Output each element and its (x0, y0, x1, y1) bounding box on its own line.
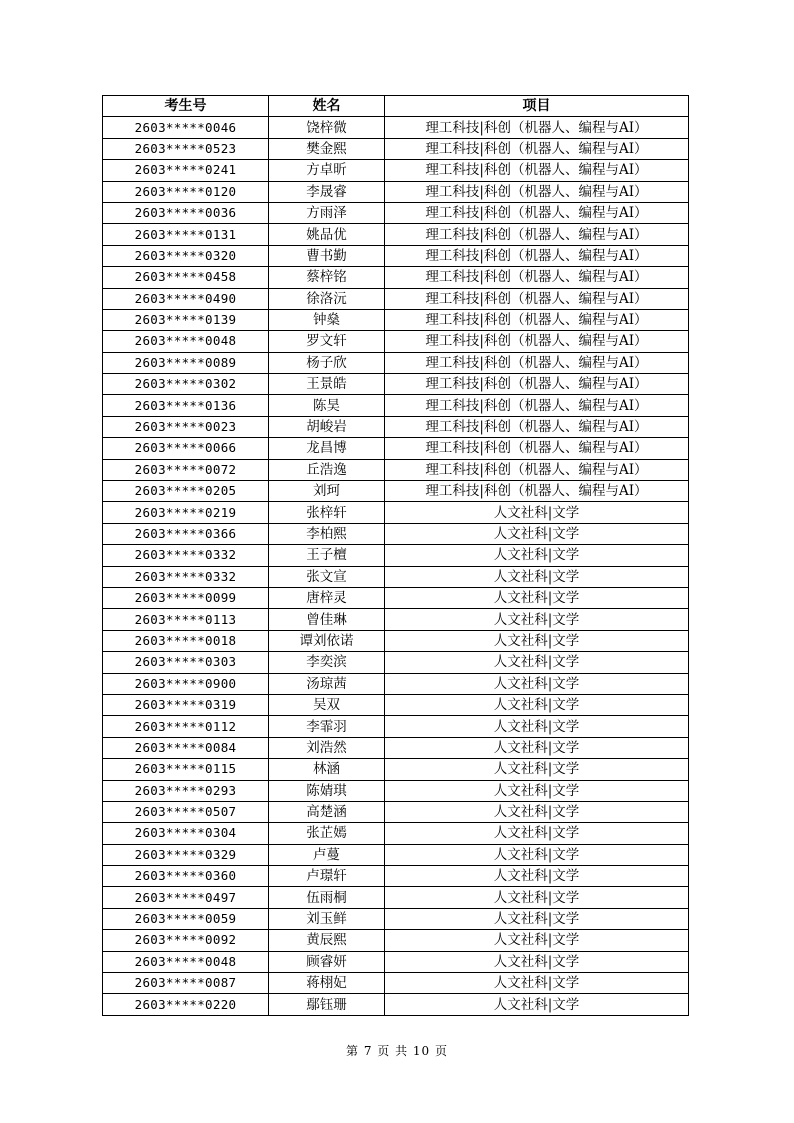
table-row (103, 160, 689, 181)
cell-name: 吴双 (269, 694, 385, 715)
cell-exam-id: 2603*****0072 (103, 459, 269, 480)
cell-project: 人文社科|文学 (385, 994, 689, 1015)
cell-exam-id: 2603*****0115 (103, 759, 269, 780)
cell-project: 人文社科|文学 (385, 973, 689, 994)
cell-project: 理工科技|科创（机器人、编程与AI） (385, 117, 689, 138)
cell-name: 蔡梓铭 (269, 267, 385, 288)
cell-name: 刘浩然 (269, 737, 385, 758)
cell-project: 人文社科|文学 (385, 694, 689, 715)
cell-exam-id: 2603*****0303 (103, 652, 269, 673)
cell-name: 刘玉鲜 (269, 908, 385, 929)
table-row (103, 973, 689, 994)
cell-exam-id: 2603*****0018 (103, 630, 269, 651)
table-row (103, 780, 689, 801)
cell-exam-id: 2603*****0084 (103, 737, 269, 758)
cell-project: 理工科技|科创（机器人、编程与AI） (385, 395, 689, 416)
table-row (103, 716, 689, 737)
cell-project: 理工科技|科创（机器人、编程与AI） (385, 245, 689, 266)
cell-exam-id: 2603*****0092 (103, 930, 269, 951)
cell-name: 丘浩逸 (269, 459, 385, 480)
cell-exam-id: 2603*****0497 (103, 887, 269, 908)
cell-exam-id: 2603*****0319 (103, 694, 269, 715)
cell-exam-id: 2603*****0131 (103, 224, 269, 245)
cell-project: 人文社科|文学 (385, 502, 689, 523)
header-project: 项目 (385, 96, 689, 117)
cell-exam-id: 2603*****0241 (103, 160, 269, 181)
cell-exam-id: 2603*****0360 (103, 866, 269, 887)
cell-project: 理工科技|科创（机器人、编程与AI） (385, 288, 689, 309)
cell-exam-id: 2603*****0048 (103, 951, 269, 972)
cell-name: 林涵 (269, 759, 385, 780)
cell-project: 人文社科|文学 (385, 930, 689, 951)
table-row (103, 823, 689, 844)
cell-project: 理工科技|科创（机器人、编程与AI） (385, 416, 689, 437)
cell-exam-id: 2603*****0087 (103, 973, 269, 994)
cell-exam-id: 2603*****0302 (103, 374, 269, 395)
cell-exam-id: 2603*****0458 (103, 267, 269, 288)
cell-name: 饶梓微 (269, 117, 385, 138)
table-row (103, 117, 689, 138)
table-row (103, 288, 689, 309)
table-row (103, 202, 689, 223)
cell-exam-id: 2603*****0219 (103, 502, 269, 523)
cell-name: 刘珂 (269, 481, 385, 502)
cell-project: 人文社科|文学 (385, 673, 689, 694)
cell-name: 曹书勤 (269, 245, 385, 266)
cell-name: 龙昌博 (269, 438, 385, 459)
header-name: 姓名 (269, 96, 385, 117)
cell-name: 姚品优 (269, 224, 385, 245)
table-row (103, 994, 689, 1015)
table-row (103, 759, 689, 780)
table-row (103, 630, 689, 651)
table-row (103, 673, 689, 694)
cell-name: 陈婧琪 (269, 780, 385, 801)
cell-exam-id: 2603*****0332 (103, 545, 269, 566)
cell-project: 人文社科|文学 (385, 545, 689, 566)
cell-name: 高楚涵 (269, 801, 385, 822)
cell-exam-id: 2603*****0059 (103, 908, 269, 929)
table-row (103, 652, 689, 673)
cell-project: 理工科技|科创（机器人、编程与AI） (385, 202, 689, 223)
cell-name: 杨子欣 (269, 352, 385, 373)
cell-exam-id: 2603*****0089 (103, 352, 269, 373)
table-row (103, 694, 689, 715)
cell-project: 人文社科|文学 (385, 866, 689, 887)
cell-project: 理工科技|科创（机器人、编程与AI） (385, 267, 689, 288)
table-row (103, 374, 689, 395)
cell-name: 胡峻岩 (269, 416, 385, 437)
cell-project: 人文社科|文学 (385, 908, 689, 929)
cell-exam-id: 2603*****0046 (103, 117, 269, 138)
cell-exam-id: 2603*****0900 (103, 673, 269, 694)
table-row (103, 844, 689, 865)
cell-name: 卢蔓 (269, 844, 385, 865)
cell-name: 罗文轩 (269, 331, 385, 352)
cell-project: 人文社科|文学 (385, 587, 689, 608)
table-row (103, 523, 689, 544)
cell-project: 理工科技|科创（机器人、编程与AI） (385, 331, 689, 352)
cell-project: 理工科技|科创（机器人、编程与AI） (385, 224, 689, 245)
table-row (103, 502, 689, 523)
cell-name: 李晟睿 (269, 181, 385, 202)
table-row (103, 352, 689, 373)
cell-name: 钟燊 (269, 309, 385, 330)
table-row (103, 481, 689, 502)
table-row (103, 395, 689, 416)
table-row (103, 224, 689, 245)
cell-project: 人文社科|文学 (385, 823, 689, 844)
cell-project: 人文社科|文学 (385, 887, 689, 908)
cell-name: 曾佳琳 (269, 609, 385, 630)
cell-project: 理工科技|科创（机器人、编程与AI） (385, 352, 689, 373)
cell-project: 理工科技|科创（机器人、编程与AI） (385, 481, 689, 502)
table-row (103, 459, 689, 480)
cell-name: 蒋栩妃 (269, 973, 385, 994)
cell-exam-id: 2603*****0113 (103, 609, 269, 630)
table-row (103, 908, 689, 929)
cell-exam-id: 2603*****0023 (103, 416, 269, 437)
cell-exam-id: 2603*****0136 (103, 395, 269, 416)
table-row (103, 309, 689, 330)
cell-name: 方雨泽 (269, 202, 385, 223)
cell-exam-id: 2603*****0139 (103, 309, 269, 330)
cell-exam-id: 2603*****0120 (103, 181, 269, 202)
table-row (103, 930, 689, 951)
cell-name: 樊金熙 (269, 138, 385, 159)
cell-name: 陈昊 (269, 395, 385, 416)
table-row (103, 138, 689, 159)
cell-name: 张梓轩 (269, 502, 385, 523)
table-row (103, 267, 689, 288)
cell-name: 李霏羽 (269, 716, 385, 737)
cell-name: 徐洛沅 (269, 288, 385, 309)
cell-project: 理工科技|科创（机器人、编程与AI） (385, 438, 689, 459)
cell-project: 人文社科|文学 (385, 759, 689, 780)
cell-exam-id: 2603*****0112 (103, 716, 269, 737)
page-number: 第 7 页 共 10 页 (346, 1044, 448, 1058)
cell-name: 伍雨桐 (269, 887, 385, 908)
cell-exam-id: 2603*****0036 (103, 202, 269, 223)
cell-name: 李奕滨 (269, 652, 385, 673)
cell-project: 理工科技|科创（机器人、编程与AI） (385, 181, 689, 202)
header-exam-id: 考生号 (103, 96, 269, 117)
cell-name: 黄辰熙 (269, 930, 385, 951)
table-row (103, 866, 689, 887)
cell-project: 理工科技|科创（机器人、编程与AI） (385, 459, 689, 480)
table-row (103, 801, 689, 822)
cell-exam-id: 2603*****0507 (103, 801, 269, 822)
cell-name: 张芷嫣 (269, 823, 385, 844)
cell-name: 鄢钰珊 (269, 994, 385, 1015)
table-header-row (103, 96, 689, 117)
cell-name: 顾睿妍 (269, 951, 385, 972)
cell-name: 张文宣 (269, 566, 385, 587)
cell-name: 汤琼茜 (269, 673, 385, 694)
cell-project: 理工科技|科创（机器人、编程与AI） (385, 138, 689, 159)
cell-name: 王子檀 (269, 545, 385, 566)
cell-project: 人文社科|文学 (385, 566, 689, 587)
table-row (103, 587, 689, 608)
cell-project: 人文社科|文学 (385, 780, 689, 801)
table-row (103, 181, 689, 202)
table-row (103, 737, 689, 758)
cell-exam-id: 2603*****0099 (103, 587, 269, 608)
cell-project: 人文社科|文学 (385, 523, 689, 544)
cell-exam-id: 2603*****0366 (103, 523, 269, 544)
cell-exam-id: 2603*****0490 (103, 288, 269, 309)
table-row (103, 245, 689, 266)
cell-exam-id: 2603*****0329 (103, 844, 269, 865)
cell-name: 王景皓 (269, 374, 385, 395)
cell-project: 人文社科|文学 (385, 801, 689, 822)
cell-exam-id: 2603*****0523 (103, 138, 269, 159)
cell-project: 理工科技|科创（机器人、编程与AI） (385, 309, 689, 330)
cell-project: 人文社科|文学 (385, 844, 689, 865)
candidate-table (102, 95, 689, 1016)
cell-exam-id: 2603*****0332 (103, 566, 269, 587)
cell-project: 人文社科|文学 (385, 652, 689, 673)
cell-project: 人文社科|文学 (385, 737, 689, 758)
cell-exam-id: 2603*****0205 (103, 481, 269, 502)
cell-name: 卢璟轩 (269, 866, 385, 887)
cell-project: 人文社科|文学 (385, 630, 689, 651)
table-row (103, 416, 689, 437)
cell-project: 人文社科|文学 (385, 716, 689, 737)
cell-project: 人文社科|文学 (385, 951, 689, 972)
table-row (103, 566, 689, 587)
table-row (103, 438, 689, 459)
table-row (103, 951, 689, 972)
cell-exam-id: 2603*****0293 (103, 780, 269, 801)
cell-project: 人文社科|文学 (385, 609, 689, 630)
cell-name: 李柏熙 (269, 523, 385, 544)
table-row (103, 545, 689, 566)
table-row (103, 887, 689, 908)
cell-name: 方卓昕 (269, 160, 385, 181)
cell-exam-id: 2603*****0066 (103, 438, 269, 459)
cell-exam-id: 2603*****0220 (103, 994, 269, 1015)
cell-exam-id: 2603*****0048 (103, 331, 269, 352)
table-row (103, 331, 689, 352)
cell-project: 理工科技|科创（机器人、编程与AI） (385, 374, 689, 395)
cell-project: 理工科技|科创（机器人、编程与AI） (385, 160, 689, 181)
cell-name: 唐梓灵 (269, 587, 385, 608)
cell-exam-id: 2603*****0320 (103, 245, 269, 266)
table-body (103, 117, 689, 1015)
cell-name: 谭刘依诺 (269, 630, 385, 651)
cell-exam-id: 2603*****0304 (103, 823, 269, 844)
table-row (103, 609, 689, 630)
